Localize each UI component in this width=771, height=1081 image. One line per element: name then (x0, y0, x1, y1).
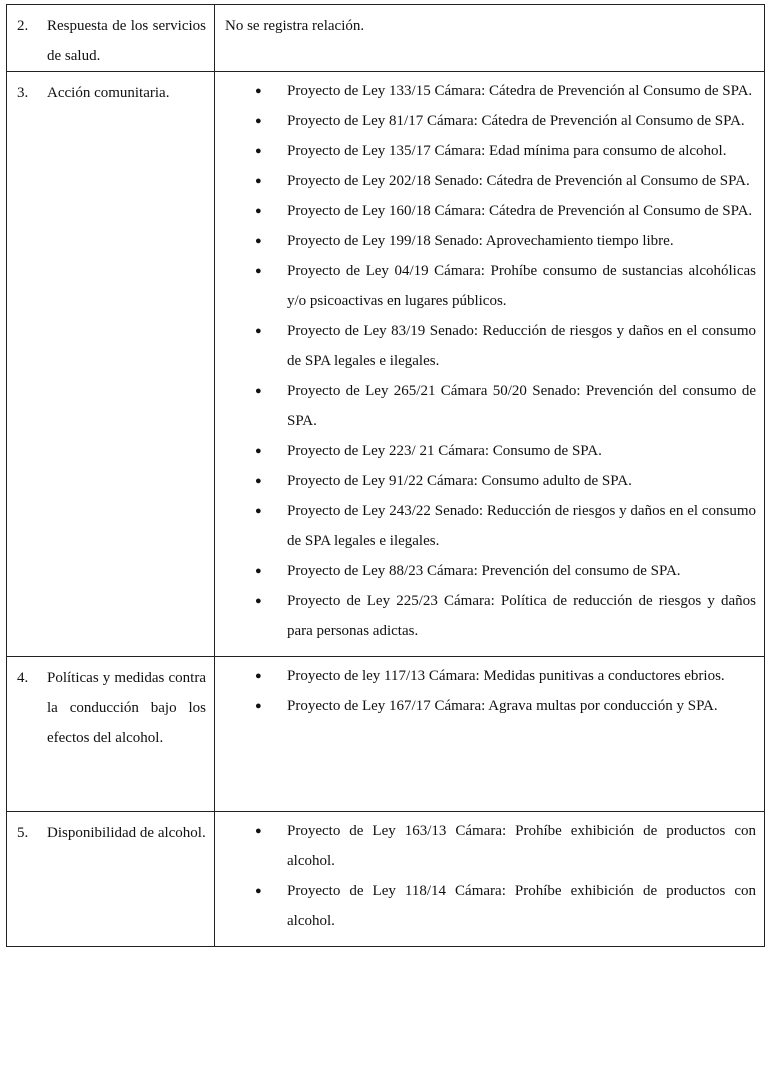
bullet-icon: ● (255, 475, 262, 487)
bullet-icon: ● (255, 445, 262, 457)
row-number: 2. (17, 18, 29, 34)
bill-text: Proyecto de Ley 167/17 Cámara: Agrava multas por conducción y SPA. (287, 698, 718, 714)
bill-text: Proyecto de Ley 91/22 Cámara: Consumo adulto de SPA. (287, 473, 632, 489)
category-label: Respuesta de los servicios de salud. (47, 18, 206, 64)
bill-text: Proyecto de Ley 83/19 Senado: Reducción de riesgos y daños en el consumo de SPA legales e ilegales. (287, 323, 756, 369)
content-cell (215, 72, 765, 657)
bill-text: Proyecto de ley 117/13 Cámara: Medidas punitivas a conductores ebrios. (287, 668, 725, 684)
bill-list (215, 657, 764, 731)
list-item (255, 556, 756, 586)
bullet-icon: ● (255, 85, 262, 97)
list-item (255, 256, 756, 316)
list-item (255, 436, 756, 466)
bill-text: Proyecto de Ley 160/18 Cámara: Cátedra de Prevención al Consumo de SPA. (287, 203, 753, 219)
list-item (255, 816, 756, 876)
bullet-icon: ● (255, 825, 262, 837)
list-item (255, 136, 756, 166)
table-row (7, 812, 765, 947)
bullet-icon: ● (255, 385, 262, 397)
category-cell (7, 72, 215, 657)
bill-text: Proyecto de Ley 265/21 Cámara 50/20 Senado: Prevención del consumo de SPA. (287, 383, 756, 429)
list-item (255, 466, 756, 496)
bullet-icon: ● (255, 505, 262, 517)
bullet-icon: ● (255, 145, 262, 157)
table-row (7, 72, 765, 657)
bill-text: Proyecto de Ley 199/18 Senado: Aprovechamiento tiempo libre. (287, 233, 674, 249)
row-number: 3. (17, 85, 29, 101)
table-row (7, 657, 765, 812)
bullet-icon: ● (255, 115, 262, 127)
content-cell (215, 812, 765, 947)
bill-text: Proyecto de Ley 225/23 Cámara: Política de reducción de riesgos y daños para personas adictas. (287, 593, 756, 639)
category-cell (7, 5, 215, 72)
list-item (255, 316, 756, 376)
content-cell (215, 657, 765, 812)
category-label: Políticas y medidas contra la conducción bajo los efectos del alcohol. (47, 670, 206, 746)
bullet-icon: ● (255, 235, 262, 247)
row-number: 4. (17, 670, 29, 686)
category-label: Disponibilidad de alcohol. (47, 825, 206, 841)
bullet-icon: ● (255, 175, 262, 187)
bullet-icon: ● (255, 670, 262, 682)
table-row (7, 5, 765, 72)
list-item (255, 76, 756, 106)
list-item (255, 226, 756, 256)
list-item (255, 876, 756, 936)
list-item (255, 661, 756, 691)
bullet-icon: ● (255, 205, 262, 217)
bullet-icon: ● (255, 325, 262, 337)
content-cell (215, 5, 765, 72)
row-number: 5. (17, 825, 29, 841)
list-item (255, 106, 756, 136)
bill-text: Proyecto de Ley 81/17 Cámara: Cátedra de Prevención al Consumo de SPA. (287, 113, 745, 129)
bullet-icon: ● (255, 885, 262, 897)
bill-text: Proyecto de Ley 88/23 Cámara: Prevención del consumo de SPA. (287, 563, 681, 579)
bill-text: Proyecto de Ley 133/15 Cámara: Cátedra de Prevención al Consumo de SPA. (287, 83, 753, 99)
bullet-icon: ● (255, 565, 262, 577)
bill-text: Proyecto de Ley 223/ 21 Cámara: Consumo de SPA. (287, 443, 602, 459)
bill-text: Proyecto de Ley 135/17 Cámara: Edad mínima para consumo de alcohol. (287, 143, 727, 159)
list-item (255, 196, 756, 226)
list-item (255, 586, 756, 646)
bullet-icon: ● (255, 265, 262, 277)
list-item (255, 376, 756, 436)
bill-list (215, 812, 764, 946)
category-cell (7, 657, 215, 812)
bill-text: Proyecto de Ley 163/13 Cámara: Prohíbe exhibición de productos con alcohol. (287, 823, 756, 869)
bill-text: Proyecto de Ley 202/18 Senado: Cátedra de Prevención al Consumo de SPA. (287, 173, 750, 189)
bill-list (215, 72, 764, 656)
category-label: Acción comunitaria. (47, 85, 170, 101)
policy-table (6, 4, 765, 947)
content-text: No se registra relación. (225, 18, 365, 34)
bill-text: Proyecto de Ley 243/22 Senado: Reducción de riesgos y daños en el consumo de SPA legales e ilegales. (287, 503, 756, 549)
list-item (255, 496, 756, 556)
list-item (255, 691, 756, 721)
category-cell (7, 812, 215, 947)
list-item (255, 166, 756, 196)
bullet-icon: ● (255, 595, 262, 607)
bullet-icon: ● (255, 700, 262, 712)
bill-text: Proyecto de Ley 04/19 Cámara: Prohíbe consumo de sustancias alcohólicas y/o psicoactivas en lugares públicos. (287, 263, 756, 309)
bill-text: Proyecto de Ley 118/14 Cámara: Prohíbe exhibición de productos con alcohol. (287, 883, 756, 929)
